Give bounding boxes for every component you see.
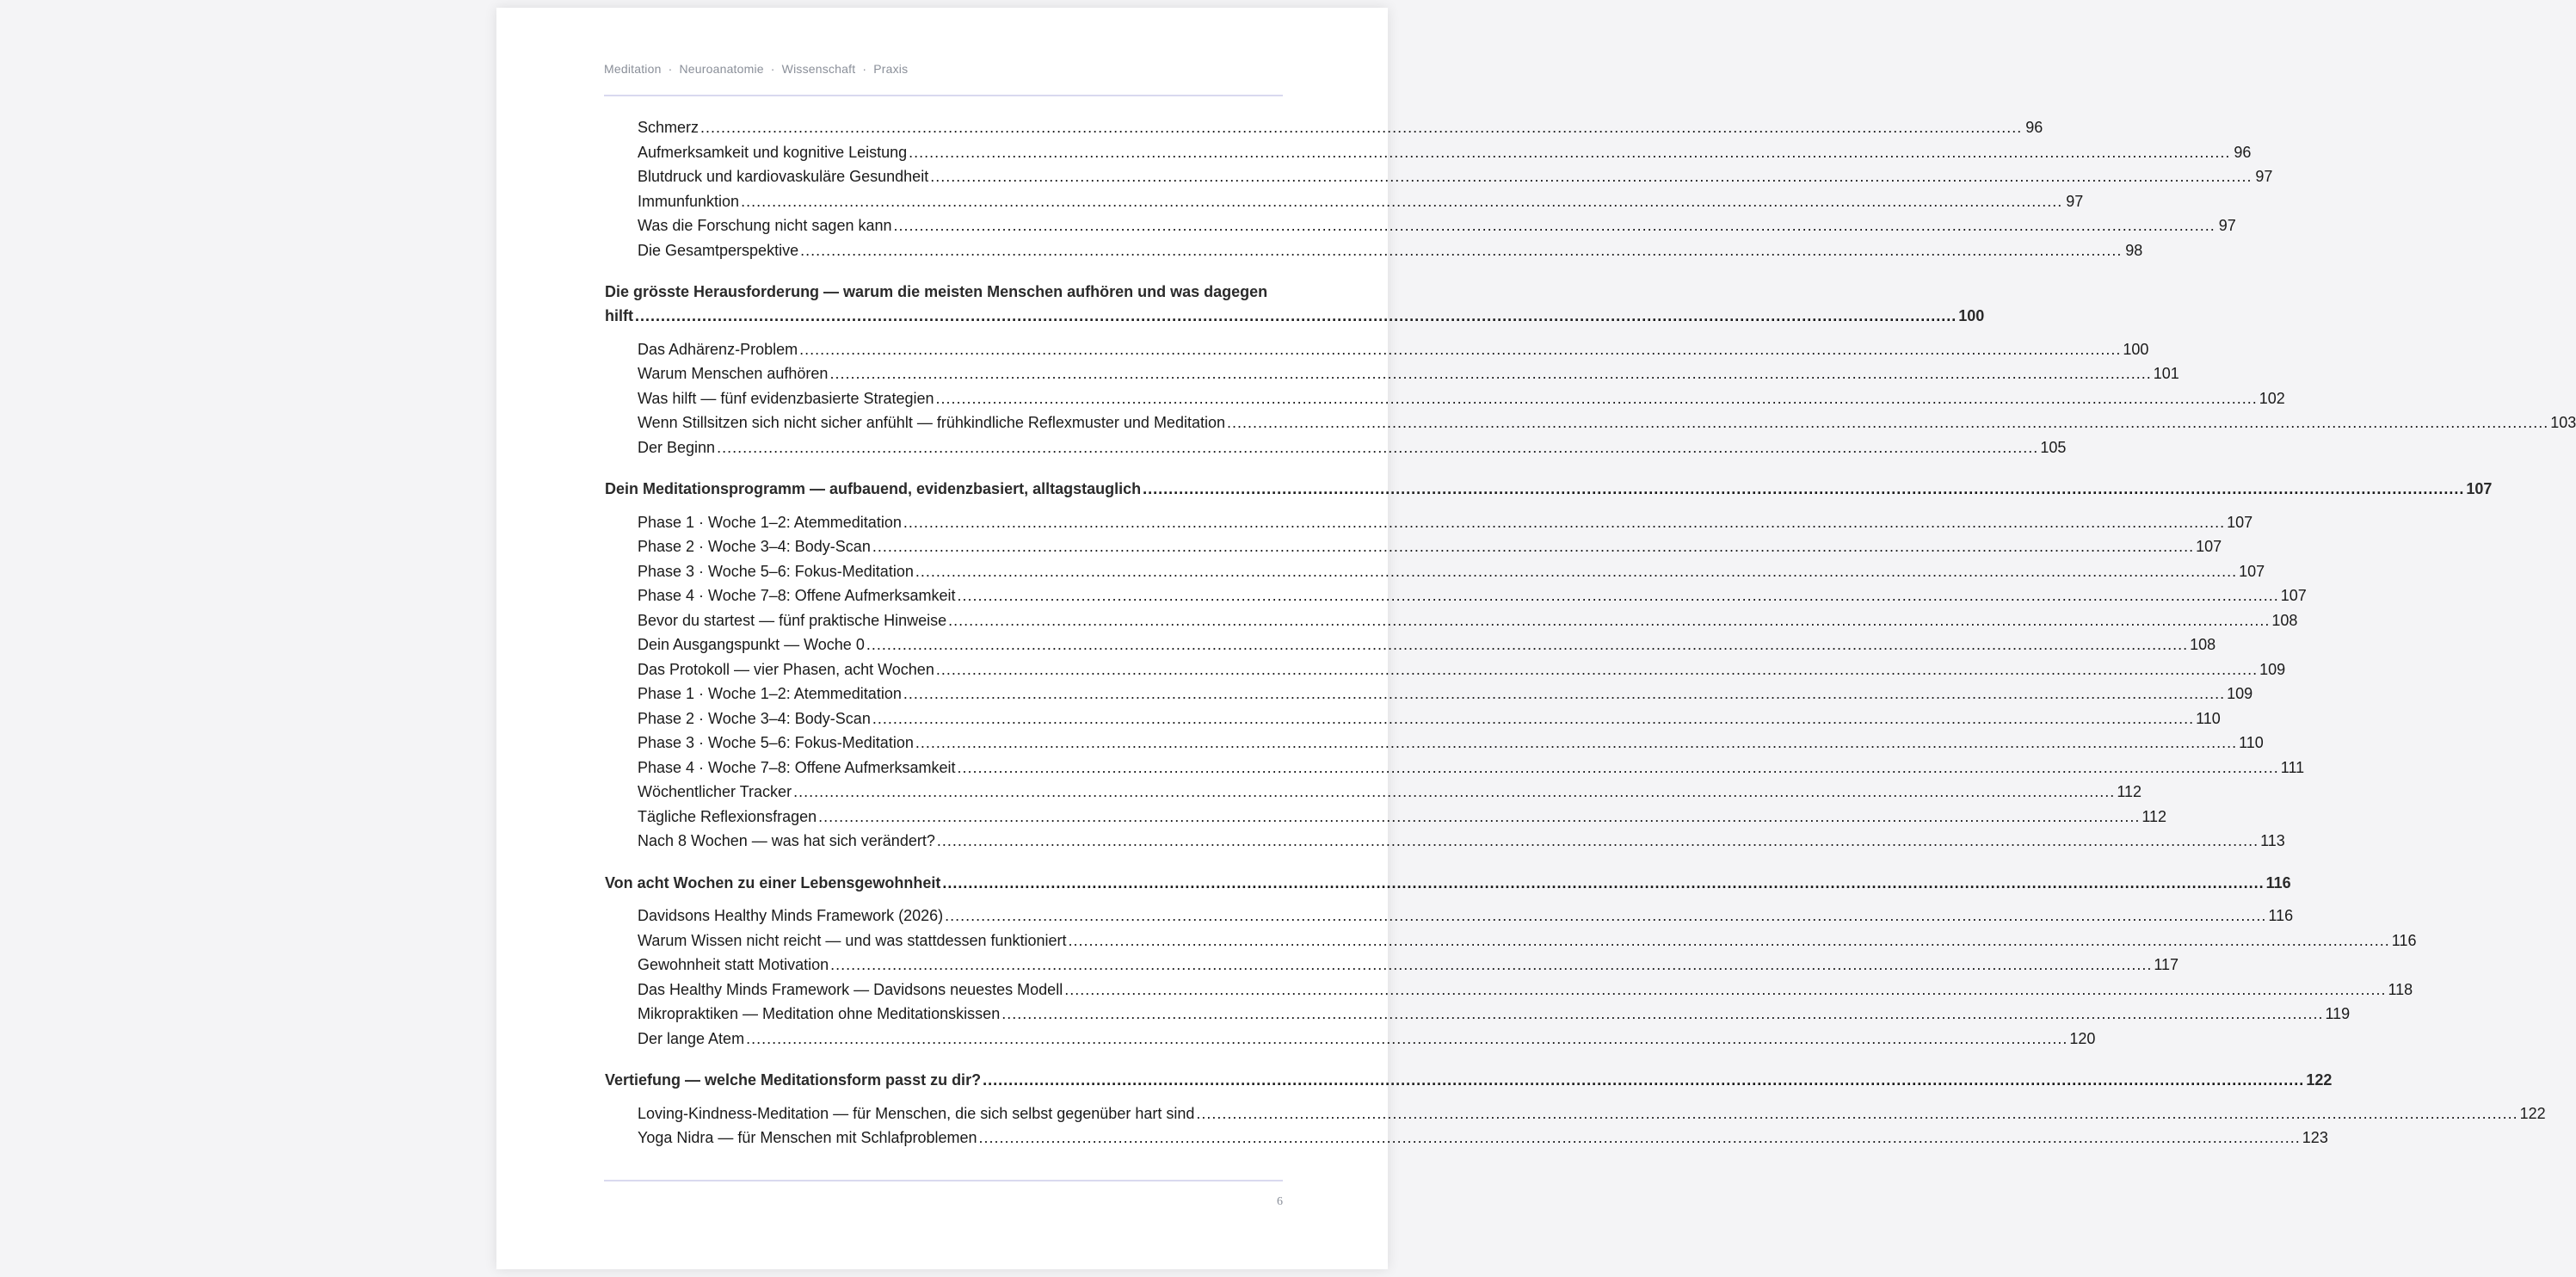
toc-entry[interactable]	[605, 238, 2143, 263]
toc-entry[interactable]	[605, 583, 2307, 608]
toc-entry-label: Mikropraktiken — Meditation ohne Meditationskissen	[638, 1005, 1001, 1022]
toc-entry-label: Phase 3 · Woche 5–6: Fokus-Meditation	[638, 562, 914, 580]
toc-chapter-line	[605, 871, 2291, 896]
toc-section	[605, 904, 2417, 1051]
toc-entry-label: Warum Wissen nicht reicht — und was stattdessen funktioniert	[638, 931, 1067, 949]
toc-entry-label: Schmerz	[638, 119, 699, 136]
dot-leader	[979, 1126, 2301, 1151]
toc-entry[interactable]	[605, 410, 2576, 435]
toc-entry[interactable]	[605, 608, 2298, 633]
toc-entry-label: Das Protokoll — vier Phasen, acht Wochen	[638, 660, 934, 678]
toc-entry-page: 118	[2388, 980, 2413, 998]
toc-entry-label: Loving-Kindness-Meditation — für Menschen, die sich selbst gegenüber hart sind	[638, 1104, 1195, 1122]
running-footer	[604, 1180, 1283, 1208]
dot-leader	[909, 140, 2230, 165]
header-separator: ·	[668, 62, 673, 76]
toc-entry-page: 101	[2153, 365, 2179, 382]
toc-entry-page: 116	[2268, 907, 2294, 924]
toc-entry[interactable]	[605, 904, 2294, 928]
toc-entry[interactable]	[605, 1027, 2096, 1052]
dot-leader	[937, 829, 2259, 854]
toc-entry-page: 113	[2260, 832, 2285, 849]
dot-leader	[741, 189, 2062, 214]
toc-entry-label: Blutdruck und kardiovaskuläre Gesundheit	[638, 168, 929, 185]
dot-leader	[872, 706, 2194, 731]
header-separator: ·	[770, 62, 775, 76]
dot-leader	[1227, 410, 2548, 435]
dot-leader	[894, 213, 2215, 238]
toc-chapter-page: 100	[1958, 307, 1985, 324]
toc-entry-label: Das Adhärenz-Problem	[638, 340, 798, 358]
toc-entry[interactable]	[605, 189, 2084, 214]
toc-entry[interactable]	[605, 706, 2221, 731]
dot-leader	[800, 238, 2122, 263]
toc-entry-page: 102	[2259, 389, 2285, 407]
toc-chapter-title: Vertiefung — welche Meditationsform passt zu dir?	[605, 1071, 982, 1089]
toc-entry-label: Aufmerksamkeit und kognitive Leistung	[638, 143, 908, 161]
dot-leader	[830, 953, 2152, 978]
toc-entry-page: 96	[2025, 119, 2043, 136]
toc-entry-label: Bevor du startest — fünf praktische Hinweise	[638, 611, 947, 629]
toc-entry-page: 122	[2519, 1104, 2546, 1122]
toc-entry-page: 112	[2117, 783, 2142, 800]
toc-entry[interactable]	[605, 386, 2285, 411]
toc-chapter-line	[605, 477, 2493, 502]
toc-entry-page: 98	[2125, 241, 2143, 259]
dot-leader	[958, 583, 2279, 608]
toc-entry-page: 110	[2196, 709, 2221, 727]
toc-entry-label: Phase 1 · Woche 1–2: Atemmeditation	[638, 513, 902, 531]
toc-entry[interactable]	[605, 780, 2142, 805]
toc-entry-label: Was die Forschung nicht sagen kann	[638, 217, 892, 234]
header-crumb: Meditation	[604, 62, 662, 76]
toc-entry[interactable]	[605, 805, 2167, 830]
dot-leader	[746, 1027, 2068, 1052]
dot-leader	[829, 361, 2151, 386]
toc-entry-label: Wenn Stillsitzen sich nicht sicher anfühlt — frühkindliche Reflexmuster und Meditation	[638, 414, 1225, 431]
toc-entry-page: 97	[2218, 217, 2236, 234]
dot-leader	[942, 871, 2264, 896]
dot-leader	[1143, 477, 2464, 502]
dot-leader	[983, 1068, 2304, 1093]
toc-entry-page: 107	[2239, 562, 2265, 580]
toc-entry[interactable]	[605, 682, 2253, 706]
toc-entry-page: 107	[2280, 587, 2307, 604]
document-page	[496, 8, 2576, 1269]
toc-entry-label: Immunfunktion	[638, 192, 740, 210]
toc-chapter[interactable]	[605, 1068, 2333, 1093]
toc-chapter[interactable]	[605, 871, 2291, 896]
toc-entry-page: 107	[2196, 538, 2222, 555]
dot-leader	[1069, 928, 2390, 953]
toc-chapter[interactable]	[605, 477, 2493, 502]
toc-entry-page: 119	[2325, 1005, 2351, 1022]
dot-leader	[903, 682, 2225, 706]
dot-leader	[948, 608, 2270, 633]
toc-entry-label: Das Healthy Minds Framework — Davidsons neuestes Modell	[638, 980, 1063, 998]
toc-entry[interactable]	[605, 337, 2149, 362]
dot-leader	[872, 534, 2194, 559]
toc-chapter-line	[605, 1068, 2333, 1093]
dot-leader	[799, 337, 2121, 362]
toc-entry-page: 117	[2154, 956, 2179, 973]
dot-leader	[635, 304, 1957, 329]
toc-entry[interactable]	[605, 1002, 2351, 1027]
dot-leader	[930, 164, 2252, 189]
toc-entry-page: 111	[2280, 758, 2305, 776]
toc-entry-page: 110	[2239, 734, 2264, 751]
dot-leader	[1001, 1002, 2323, 1027]
toc-entry[interactable]	[605, 510, 2253, 535]
toc-entry-page: 97	[2255, 168, 2273, 185]
dot-leader	[915, 559, 2237, 584]
page-number: 6	[1277, 1195, 1283, 1208]
toc-chapter-title: Die grösste Herausforderung — warum die meisten Menschen aufhören und was dagegen	[605, 283, 1268, 300]
toc-section	[605, 115, 2273, 262]
toc-entry-label: Gewohnheit statt Motivation	[638, 956, 829, 973]
toc-entry-label: Phase 2 · Woche 3–4: Body-Scan	[638, 538, 871, 555]
toc-entry-label: Davidsons Healthy Minds Framework (2026)	[638, 907, 944, 924]
toc-entry[interactable]	[605, 213, 2236, 238]
toc-chapter-line	[605, 304, 1985, 329]
toc-entry[interactable]	[605, 435, 2067, 460]
toc-entry-page: 107	[2227, 513, 2253, 531]
toc-entry-label: Was hilft — fünf evidenzbasierte Strategien	[638, 389, 934, 407]
toc-entry[interactable]	[605, 632, 2216, 657]
toc-entry[interactable]	[605, 978, 2413, 1002]
toc-entry-label: Phase 3 · Woche 5–6: Fokus-Meditation	[638, 734, 914, 751]
toc-entry-page: 96	[2234, 143, 2252, 161]
toc-entry[interactable]	[605, 731, 2264, 756]
toc-entry[interactable]	[605, 1126, 2328, 1151]
toc-entry[interactable]	[605, 534, 2222, 559]
toc-entry-page: 100	[2123, 340, 2149, 358]
toc-entry-page: 108	[2271, 611, 2298, 629]
dot-leader	[793, 780, 2115, 805]
toc-entry-page: 123	[2302, 1129, 2328, 1146]
toc-entry-label: Tägliche Reflexionsfragen	[638, 807, 817, 825]
toc-entry[interactable]	[605, 1101, 2546, 1126]
toc-entry-label: Phase 1 · Woche 1–2: Atemmeditation	[638, 685, 902, 702]
toc-entry-label: Der Beginn	[638, 438, 716, 456]
dot-leader	[945, 904, 2266, 928]
toc-entry-label: Phase 4 · Woche 7–8: Offene Aufmerksamkeit	[638, 587, 956, 604]
toc-entry[interactable]	[605, 559, 2265, 584]
toc-entry-page: 105	[2040, 438, 2067, 456]
toc-entry[interactable]	[605, 756, 2305, 780]
dot-leader	[818, 805, 2140, 830]
toc-entry-page: 108	[2190, 636, 2216, 653]
toc-entry-label: Nach 8 Wochen — was hat sich verändert?	[638, 832, 935, 849]
header-crumb: Wissenschaft	[781, 62, 856, 76]
dot-leader	[717, 435, 2038, 460]
toc-section	[605, 337, 2576, 460]
dot-leader	[958, 756, 2279, 780]
toc-chapter-title: Von acht Wochen zu einer Lebensgewohnheit	[605, 873, 941, 891]
header-separator: ·	[862, 62, 867, 76]
toc-chapter-title: Dein Meditationsprogramm — aufbauend, evidenzbasiert, alltagstauglich	[605, 480, 1142, 497]
toc-entry-label: Die Gesamtperspektive	[638, 241, 799, 259]
dot-leader	[936, 386, 2258, 411]
toc-section	[605, 1101, 2546, 1151]
dot-leader	[915, 731, 2237, 756]
dot-leader	[936, 657, 2258, 682]
toc-entry[interactable]	[605, 953, 2179, 978]
toc-entry-page: 103	[2550, 414, 2576, 431]
toc-entry[interactable]	[605, 657, 2286, 682]
toc-chapter-page: 116	[2265, 873, 2291, 891]
toc-entry-label: Yoga Nidra — für Menschen mit Schlafproblemen	[638, 1129, 977, 1146]
toc-entry-label: Phase 4 · Woche 7–8: Offene Aufmerksamkeit	[638, 758, 956, 776]
toc-entry-label: Dein Ausgangspunkt — Woche 0	[638, 636, 865, 653]
toc-entry[interactable]	[605, 829, 2285, 854]
toc-chapter-page: 122	[2306, 1071, 2333, 1089]
toc-entry-page: 116	[2391, 931, 2417, 949]
toc-entry-page: 120	[2069, 1029, 2096, 1047]
header-crumb: Neuroanatomie	[679, 62, 764, 76]
toc-entry-label: Wöchentlicher Tracker	[638, 783, 792, 800]
toc-chapter-title-cont: hilft	[605, 307, 633, 324]
toc-entry[interactable]	[605, 928, 2417, 953]
toc-entry[interactable]	[605, 115, 2043, 140]
toc-entry-page: 109	[2259, 660, 2286, 678]
toc-entry-page: 97	[2066, 192, 2084, 210]
dot-leader	[1064, 978, 2386, 1002]
toc-entry-page: 109	[2227, 685, 2253, 702]
toc-chapter-page: 107	[2466, 480, 2493, 497]
toc-entry-label: Warum Menschen aufhören	[638, 365, 829, 382]
dot-leader	[903, 510, 2225, 535]
toc-chapter[interactable]	[605, 280, 1985, 329]
header-crumb: Praxis	[873, 62, 909, 76]
toc-entry[interactable]	[605, 140, 2252, 165]
dot-leader	[1196, 1101, 2517, 1126]
toc-entry-label: Phase 2 · Woche 3–4: Body-Scan	[638, 709, 871, 727]
toc-entry-page: 112	[2142, 807, 2167, 825]
dot-leader	[700, 115, 2022, 140]
running-header	[604, 62, 1283, 96]
toc-section	[605, 510, 2307, 854]
toc-entry[interactable]	[605, 164, 2273, 189]
dot-leader	[866, 632, 2188, 657]
toc-entry-label: Der lange Atem	[638, 1029, 745, 1047]
table-of-contents	[605, 115, 2576, 1151]
toc-entry[interactable]	[605, 361, 2179, 386]
